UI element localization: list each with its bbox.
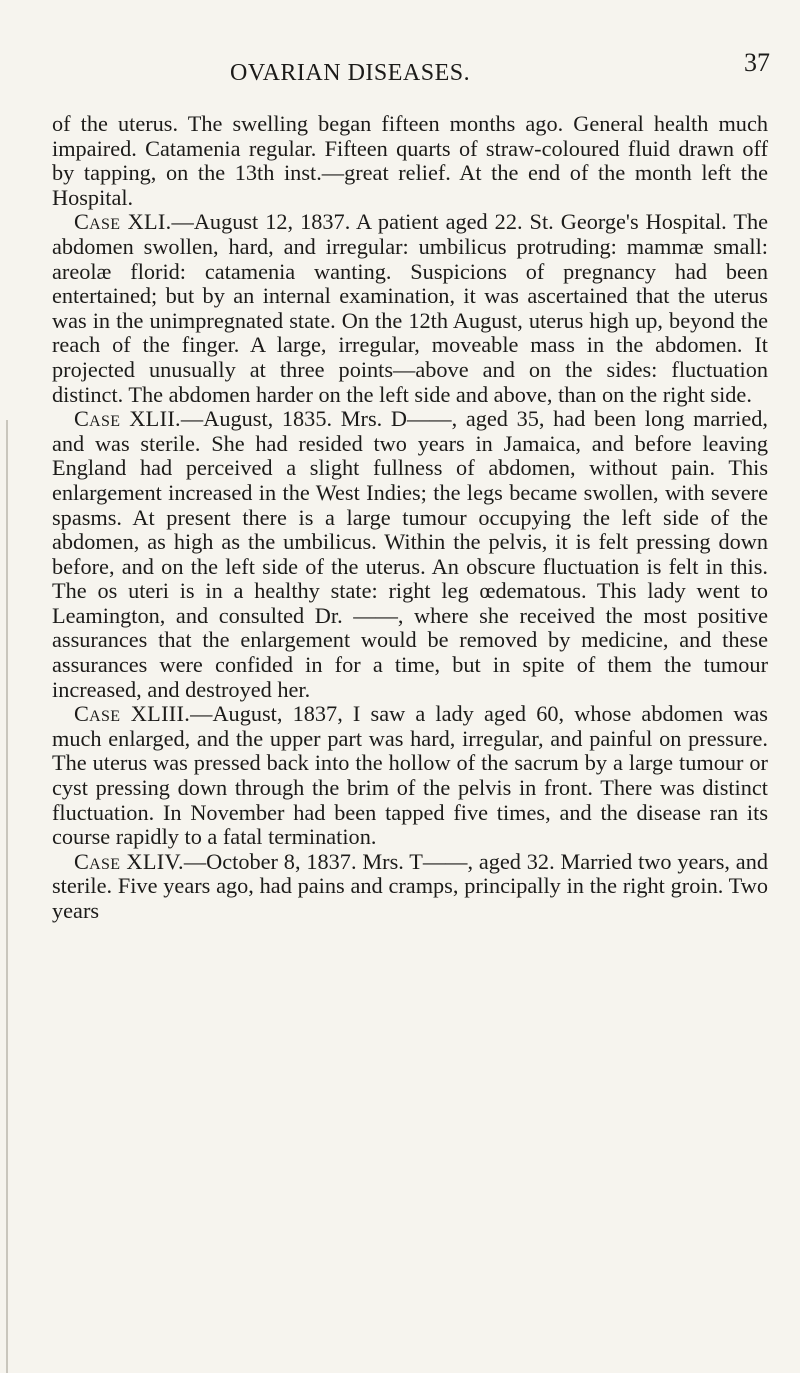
paragraph-text: —August, 1835. Mrs. D——, aged 35, had been long married, and was sterile. She had resided two years in Jamaica, and before leaving England had perceived a slight fullness of abdomen, without pain. This enlargement increased in the West Indies; the legs became swollen, with severe spasms. At present there is a large tumour occupying the left side of the abdomen, as high as the umbilicus. Within the pelvis, it is felt pressing down before, and on the left side of the uterus. An obscure fluctuation is felt in this. The os uteri is in a healthy state: right leg œdematous. This lady went to Leamington, and consulted Dr. ——, where she received the most positive assurances that the enlargement would be removed by medicine, and these assurances were confided in for a time, but in spite of them the tumour increased, and destroyed her. bbox=[52, 406, 768, 702]
paragraph-case-xli bbox=[52, 210, 768, 407]
paragraph-text: —October 8, 1837. Mrs. T——, aged 32. Married two years, and sterile. Five years ago, had pains and cramps, principally in the right groin. Two years bbox=[52, 848, 768, 923]
running-head bbox=[230, 48, 770, 88]
page-number: 37 bbox=[744, 48, 770, 77]
case-label: Case XLII. bbox=[74, 406, 181, 432]
paragraph-case-xliii bbox=[52, 702, 768, 850]
paragraph-text: —August 12, 1837. A patient aged 22. St. George's Hospital. The abdomen swollen, hard, and irregular: umbilicus protruding: mammæ small: areolæ florid: catamenia wanting. Suspicions of pregnancy had been entertained; but by an internal examination, it was ascertained that the uterus was in the unimpregnated state. On the 12th August, uterus high up, beyond the reach of the finger. A large, irregular, moveable mass in the abdomen. It projected unusually at three points—above and on the sides: fluctuation distinct. The abdomen harder on the left side and above, than on the right side. bbox=[52, 209, 769, 407]
case-label: Case XLI. bbox=[74, 209, 172, 235]
paragraph-case-xlii bbox=[52, 407, 768, 702]
page-edge-shadow bbox=[6, 420, 8, 1373]
paragraph-text: of the uterus. The swelling began fifteen months ago. General health much impaired. Catamenia regular. Fifteen quarts of straw-coloured fluid drawn off by tapping, on the 13th inst.—great relief. At the end of the month left the Hospital. bbox=[52, 111, 768, 210]
paragraph-case-xliv bbox=[52, 850, 768, 924]
running-title: OVARIAN DISEASES. bbox=[230, 60, 471, 86]
case-label: Case XLIII. bbox=[74, 701, 191, 727]
paragraph-continuation bbox=[52, 112, 768, 210]
body-text bbox=[52, 112, 768, 924]
case-label: Case XLIV. bbox=[74, 848, 184, 874]
paragraph-text: —August, 1837, I saw a lady aged 60, whose abdomen was much enlarged, and the upper part was hard, irregular, and painful on pressure. The uterus was pressed back into the hollow of the sacrum by a large tumour or cyst pressing down through the brim of the pelvis in front. There was distinct fluctuation. In November had been tapped five times, and the disease ran its course rapidly to a fatal termination. bbox=[52, 701, 768, 850]
